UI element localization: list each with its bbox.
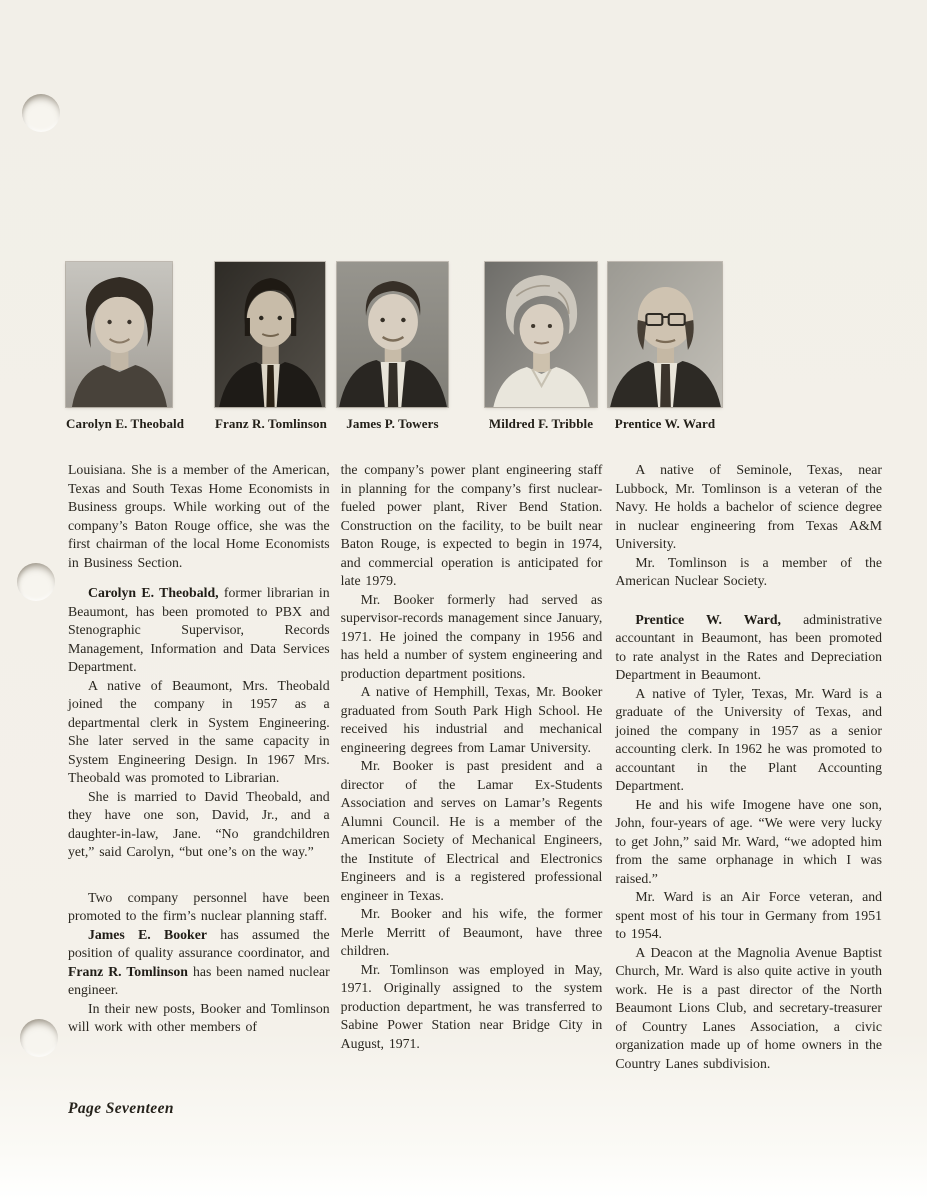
article-columns (68, 461, 882, 1073)
photo-caption: Franz R. Tomlinson (215, 416, 327, 431)
text-column-1 (68, 461, 330, 1073)
body-text: A native of Beaumont, Mrs. Theobald joined the company in 1957 as a departmental clerk in System Engineering. She later served in the same capacity in System Engineering Design. In 1967 Mrs. Theobald was promoted to Librarian. (68, 677, 330, 785)
photo-card-mildred-tribble (485, 262, 597, 432)
bold-name-text: James E. Booker (88, 926, 207, 942)
photo-card-james-towers (337, 262, 448, 432)
body-text: Mr. Booker is past president and a director of the Lamar Ex-Students Association and serves on Lamar’s Regents Alumni Council. He is a member of the American Society of Mechanical Engineers, the Institute of Electrical and Electronics Engineers and is a registered professional engineer in Texas. (340, 758, 603, 903)
paragraph (615, 611, 882, 685)
paragraph (341, 757, 603, 905)
portrait-photo-james-towers (337, 262, 448, 407)
paragraph (615, 461, 882, 554)
body-text: Two company personnel have been promoted to the firm’s nuclear planning staff. (68, 889, 330, 923)
bold-name-text: Carolyn E. Theobald, (88, 585, 219, 600)
paragraph (341, 461, 603, 591)
body-text: A Deacon at the Magnolia Avenue Baptist Church, Mr. Ward is also quite active in youth work. He is a past director of the North Beaumont Lions Club, and secretary-treasurer of Country Lanes Association, a civic organization made up of home owners in the Country Lanes subdivision. (615, 944, 882, 1071)
portrait-illustration (66, 262, 172, 407)
photo-caption: James P. Towers (346, 416, 439, 431)
photo-caption: Mildred F. Tribble (488, 416, 594, 431)
body-text: She is married to David Theobald, and they have one son, David, Jr., and a daughter-in-law, Jane. “No grandchildren yet,” said Carolyn, “but one’s on the way.” (68, 788, 330, 859)
body-text: Mr. Booker and his wife, the former Merle Merritt of Beaumont, have three children. (340, 906, 603, 958)
body-text: Mr. Tomlinson was employed in May, 1971. Originally assigned to the system production department, he was transferred to Sabine Power Station near Bridge City in August, 1971. (340, 961, 603, 1051)
paragraph (68, 926, 330, 1000)
paragraph (615, 944, 882, 1074)
paragraph (615, 554, 882, 591)
paragraph (615, 888, 882, 944)
body-text: administrative accountant in Beaumont, has been promoted to rate analyst in the Rates and Depreciation Department in Beaumont. (615, 611, 882, 682)
paragraph (68, 584, 330, 677)
body-text: former librarian in Beaumont, has been promoted to PBX and Stenographic Supervisor, Records Management, Information and Data Services Department. (68, 585, 330, 674)
paragraph (615, 685, 882, 796)
photo-card-carolyn-theobald (66, 262, 185, 432)
bold-name-text: Franz R. Tomlinson (68, 963, 188, 979)
body-text: has assumed the position of quality assurance coordinator, and (68, 926, 330, 960)
portrait-photo-carolyn-theobald (66, 262, 172, 407)
photo-caption: Carolyn E. Theobald (66, 416, 185, 431)
body-text: A native of Seminole, Texas, near Lubbock, Mr. Tomlinson is a veteran of the Navy. He holds a bachelor of science degree in nuclear engineering from Texas A&M University. (615, 462, 882, 551)
paragraph (68, 788, 330, 862)
bold-name-text: Prentice W. Ward, (635, 611, 781, 627)
paragraph (68, 889, 330, 926)
photo-card-franz-tomlinson (215, 262, 325, 432)
body-text: Mr. Booker formerly had served as supervisor-records management since January, 1971. He joined the company in 1956 and has held a number of system engineering and production department positions. (340, 591, 603, 681)
paragraph (615, 796, 882, 889)
body-text: Mr. Tomlinson is a member of the American Nuclear Society. (615, 554, 882, 588)
portrait-photo-prentice-ward (608, 262, 722, 407)
body-text: Mr. Ward is an Air Force veteran, and spent most of his tour in Germany from 1951 to 1954. (615, 889, 882, 941)
text-column-2 (341, 461, 603, 1073)
paragraph (68, 1000, 330, 1037)
body-text: has been named nuclear engineer. (68, 963, 330, 997)
portrait-illustration (337, 262, 448, 407)
paragraph (68, 677, 330, 788)
body-text: A native of Tyler, Texas, Mr. Ward is a graduate of the University of Texas, and joined the company in 1957 as a senior accounting clerk. In 1962 he was promoted to accountant in the Plant Accounting Department. (615, 685, 882, 793)
paragraph (68, 461, 330, 572)
binder-hole-bottom (20, 1019, 58, 1057)
text-column-3 (615, 461, 882, 1073)
portrait-illustration (608, 262, 722, 407)
portrait-illustration (485, 262, 597, 407)
binder-hole-middle (17, 563, 55, 601)
portrait-photo-franz-tomlinson (215, 262, 325, 407)
photo-card-prentice-ward (608, 262, 722, 432)
page-number: Page Seventeen (68, 1100, 174, 1117)
body-text: Louisiana. She is a member of the American, Texas and South Texas Home Economists in Business groups. While working out of the company’s Baton Rouge office, she was the first chairman of the local Home Economists in Business Section. (68, 462, 330, 570)
body-text: He and his wife Imogene have one son, John, four-years of age. “We were very lucky to get John,” said Mr. Ward, “we adopted him from the same orphanage in which I was raised.” (615, 796, 882, 886)
paragraph (341, 905, 603, 961)
portrait-illustration (215, 262, 325, 407)
paragraph (341, 591, 603, 684)
photo-caption: Prentice W. Ward (614, 416, 716, 431)
paragraph (341, 683, 603, 757)
body-text: In their new posts, Booker and Tomlinson will work with other members of (68, 1000, 330, 1034)
body-text: A native of Hemphill, Texas, Mr. Booker graduated from South Park High School. He received his industrial and mechanical engineering degrees from Lamar University. (340, 684, 603, 755)
portrait-photo-mildred-tribble (485, 262, 597, 407)
body-text: the company’s power plant engineering staff in planning for the company’s first nuclear-fueled power plant, River Bend Station. Construction on the facility, to be built near Baton Rouge, is expected to begin in 1974, and commercial operation is anticipated for late 1979. (340, 462, 603, 588)
paragraph (341, 961, 603, 1054)
binder-hole-top (22, 94, 60, 132)
